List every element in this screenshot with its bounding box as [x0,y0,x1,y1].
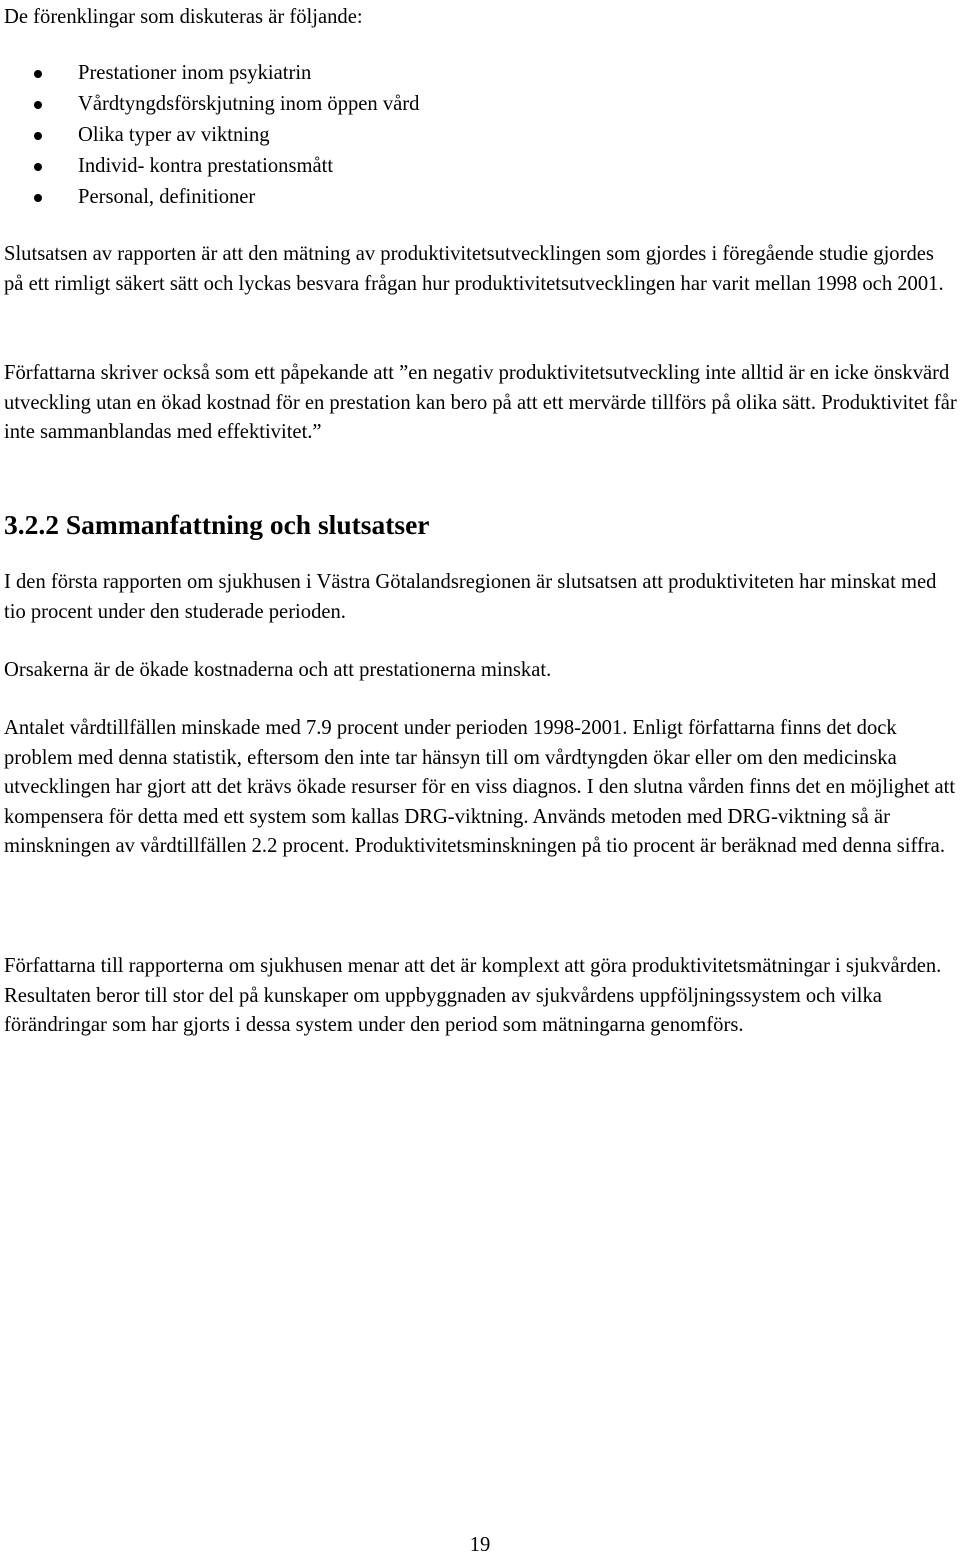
authors-remark-paragraph: Författarna skriver också som ett påpekande att ”en negativ produktivitetsutveckling inte alltid är en icke önskvärd utveckling utan en ökad kostnad för en prestation kan bero på att ett mervärde tillförs på olika sätt. Produktivitet får inte sammanblandas med effektivitet.” [4,362,957,444]
list-item-label: Vårdtyngdsförskjutning inom öppen vård [78,93,420,115]
list-item [0,120,419,151]
bullet-icon [34,70,42,78]
list-item-label: Prestationer inom psykiatrin [78,62,312,84]
list-item [0,58,419,89]
bullet-icon [34,132,42,140]
bullet-icon [34,163,42,171]
causes-paragraph: Orsakerna är de ökade kostnaderna och att prestationerna minskat. [4,659,552,681]
list-item-label: Personal, definitioner [78,186,256,208]
list-item [0,182,419,213]
complexity-paragraph: Författarna till rapporterna om sjukhusen menar att det är komplext att göra produktivitetsmätningar i sjukvården. Resultaten beror till stor del på kunskaper om uppbyggnaden av sjukvårdens uppföljningssystem och vilka förändringar som har gjorts i dessa system under den period som mätningarna genomförs. [4,955,942,1037]
list-item [0,151,419,182]
list-item [0,89,419,120]
list-item-label: Olika typer av viktning [78,124,270,146]
bullet-icon [34,101,42,109]
first-report-paragraph: I den första rapporten om sjukhusen i Västra Götalandsregionen är slutsatsen att produktiviteten har minskat med tio procent under den studerade perioden. [4,571,937,623]
page-number: 19 [469,1534,491,1556]
conclusion-paragraph: Slutsatsen av rapporten är att den mätning av produktivitetsutvecklingen som gjordes i föregående studie gjordes på ett rimligt säkert sätt och lyckas besvara frågan hur produktivitetsutvecklingen har varit mellan 1998 och 2001. [4,243,944,295]
bullet-icon [34,194,42,202]
care-episodes-paragraph: Antalet vårdtillfällen minskade med 7.9 procent under perioden 1998-2001. Enligt författarna finns det dock problem med denna statistik, eftersom den inte tar hänsyn till om vårdtyngden ökar eller om den medicinska utvecklingen har gjort att det krävs ökade resurser för en viss diagnos. I den slutna vården finns det en möjlighet att kompensera för detta med ett system som kallas DRG-viktning. Används metoden med DRG-viktning så är minskningen av vårdtillfällen 2.2 procent. Produktivitetsminskningen på tio procent är beräknad med denna siffra. [4,717,956,858]
list-item-label: Individ- kontra prestationsmått [78,155,334,177]
section-heading: 3.2.2 Sammanfattning och slutsatser [4,509,430,540]
simplifications-list [0,58,419,213]
intro-text: De förenklingar som diskuteras är följande: [4,6,363,28]
